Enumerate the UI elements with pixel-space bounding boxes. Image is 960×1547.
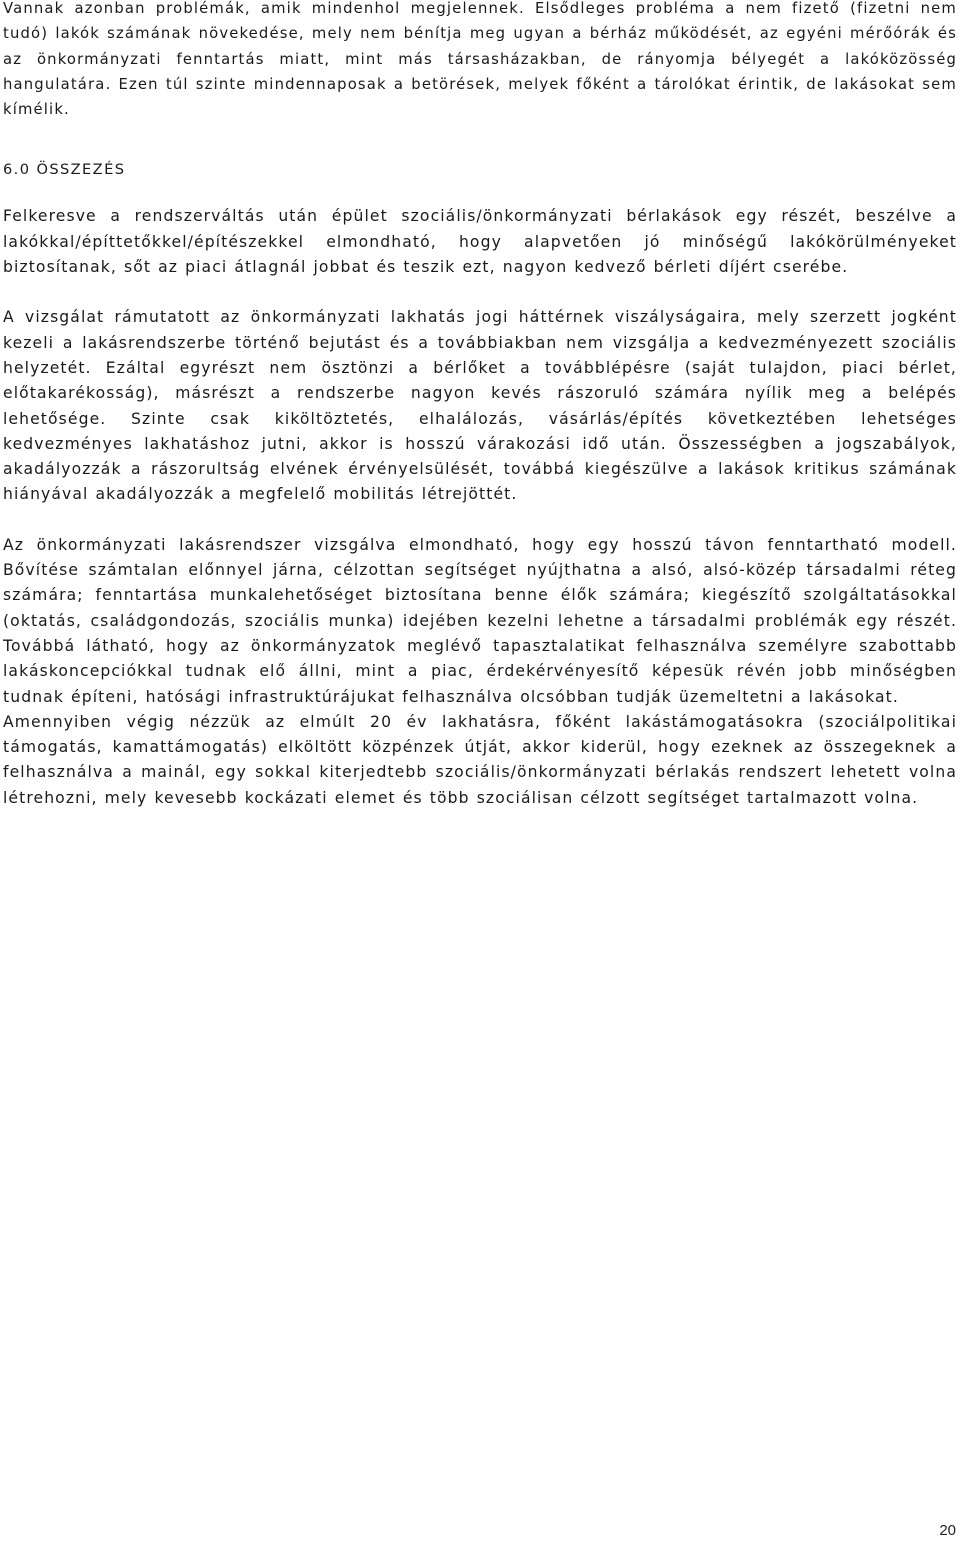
section-heading: 6.0 ÖSSZEZÉS bbox=[3, 161, 126, 179]
summary-paragraph-4: Amennyiben végig nézzük az elmúlt 20 év lakhatásra, főként lakástámogatásokra (szociálpolitikai támogatás, kamattámogatás) elköltött közpénzek útját, akkor kiderül, hogy ezeknek az összegeknek a felhasználva a mainál, egy sokkal kiterjedtebb szociális/önkormányzati bérlakás rendszert lehetett volna létrehozni, mely kevesebb kockázati elemet és több szociálisan célzott segítséget tartalmazott volna. bbox=[3, 712, 957, 807]
summary-paragraph-2: A vizsgálat rámutatott az önkormányzati lakhatás jogi háttérnek viszályságaira, mely szerzett jogként kezeli a lakásrendszerbe történő bejutást és a továbbiakban nem vizsgálja a kedvezményezett szociális helyzetét. Ezáltal egyrészt nem ösztönzi a bérlőket a továbblépésre (saját tulajdon, piaci bérlet, előtakarékosság), másrészt a rendszerbe nagyon kevés rászoruló számára nyílik meg a belépés lehetősége. Szinte csak kiköltöztetés, elhalálozás, vásárlás/építés következtében lehetséges kedvezményes lakhatáshoz jutni, akkor is hosszú várakozási idő után. Összességben a jogszabályok, akadályozzák a rászorultság elvének érvényelsülését, továbbá kiegészülve a lakások kritikus számának hiányával akadályozzák a megfelelő mobilitás létrejöttét. bbox=[3, 308, 957, 504]
page-number: 20 bbox=[939, 1522, 956, 1539]
summary-paragraph-3: Az önkormányzati lakásrendszer vizsgálva elmondható, hogy egy hosszú távon fenntartható modell. Bővítése számtalan előnnyel járna, célzottan segítséget nyújthatna a alsó, alsó-közép társadalmi réteg számára; fenntartása munkalehetőséget biztosítana benne élők számára; kiegészítő szolgáltatásokkal (oktatás, családgondozás, szociális munka) idejében kezelni lehetne a társadalmi problémák egy részét. Továbbá látható, hogy az önkormányzatok meglévő tapasztalatikat felhasználva személyre szabottabb lakáskoncepciókkal tudnak elő állni, mint a piac, érdekérvényesítő képesük révén jobb minőségben tudnak építeni, hatósági infrastruktúrájukat felhasználva olcsóbban tudják üzemeltetni a lakásokat. bbox=[3, 535, 957, 706]
summary-paragraph-1: Felkeresve a rendszerváltás után épület szociális/önkormányzati bérlakások egy részét, beszélve a lakókkal/építtetőkkel/építészekkel elmondható, hogy alapvetően jó minőségű lakókörülményeket biztosítanak, sőt az piaci átlagnál jobbat és teszik ezt, nagyon kedvező bérleti díjért cserébe. bbox=[3, 207, 957, 277]
document-page bbox=[3, 0, 957, 811]
intro-paragraph: Vannak azonban problémák, amik mindenhol megjelennek. Elsődleges probléma a nem fizető (fizetni nem tudó) lakók számának növekedése, mely nem bénítja meg ugyan a bérház működését, az egyéni mérőórák és az önkormányzati fenntartás miatt, mint más társasházakban, de rányomja bélyegét a lakóközösség hangulatára. Ezen túl szinte mindennaposak a betörések, melyek főként a tárolókat érintik, de lakásokat sem kímélik. bbox=[3, 0, 957, 119]
